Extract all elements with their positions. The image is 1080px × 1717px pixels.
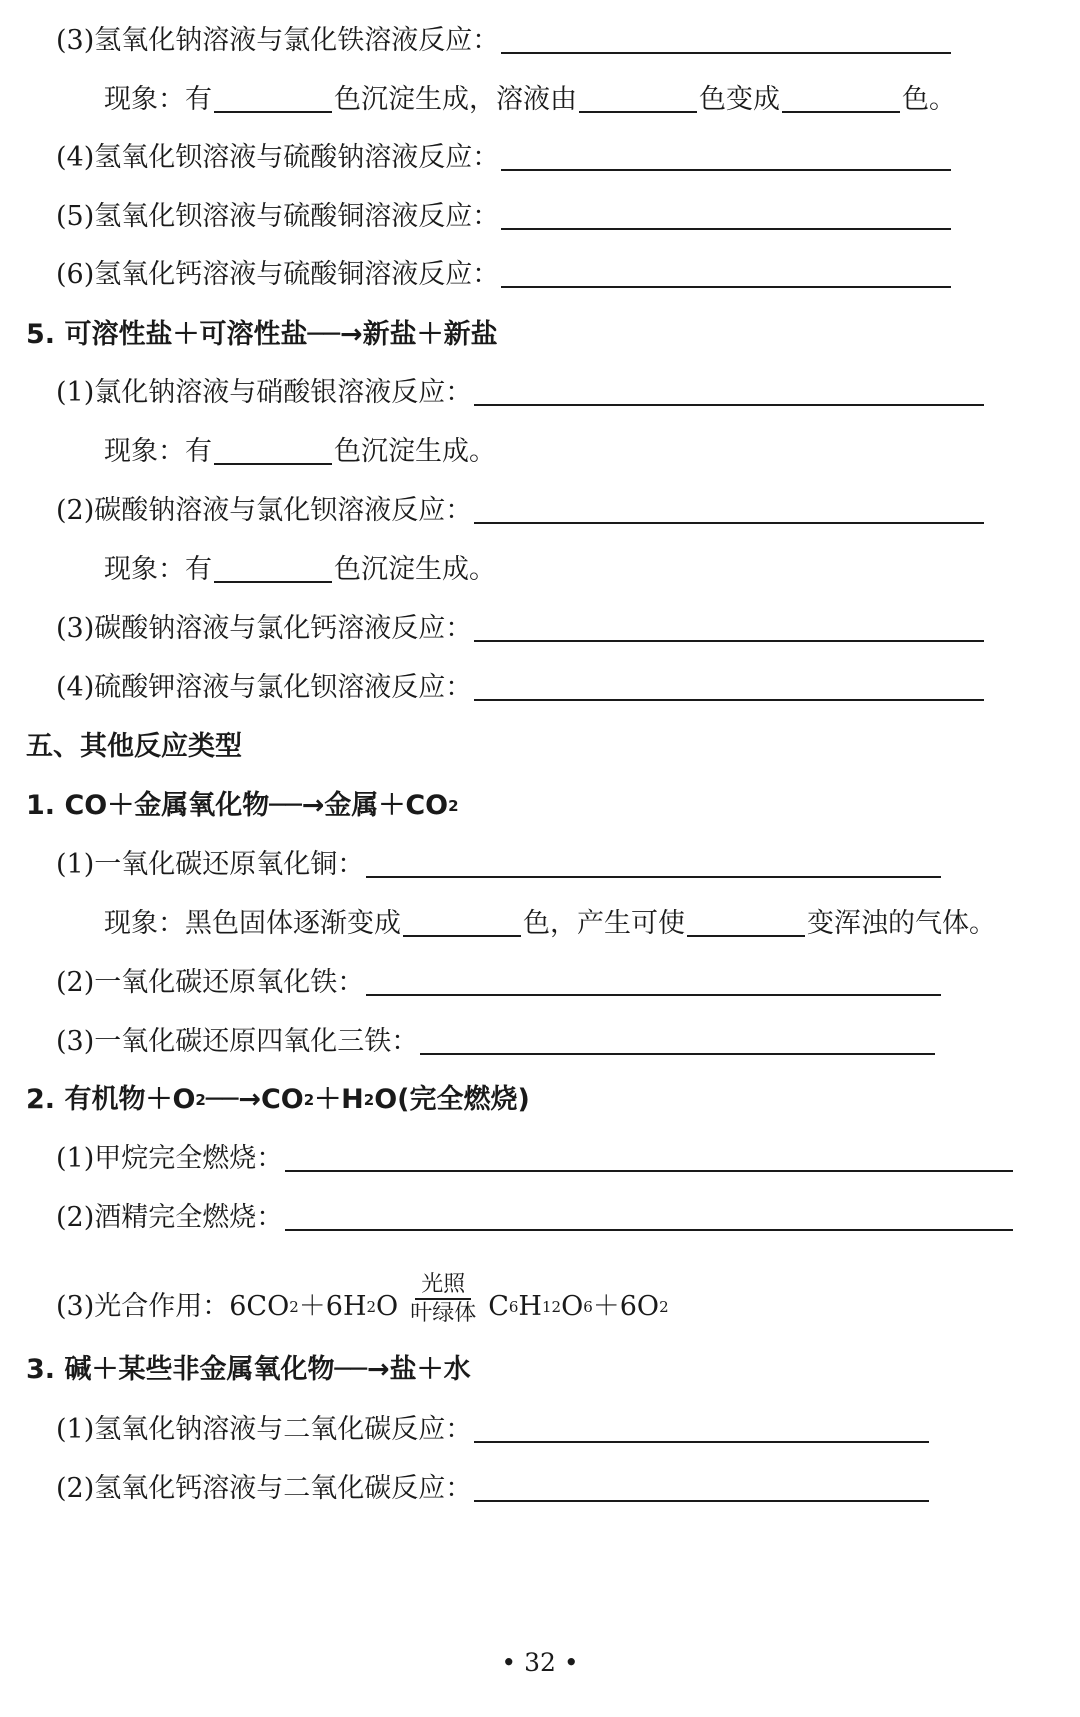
answer-blank[interactable] [474, 612, 984, 642]
section-heading: 5. 可溶性盐＋可溶性盐──→新盐＋新盐 [26, 319, 498, 350]
answer-blank[interactable] [782, 83, 900, 113]
observation-line: 现象：有 色沉淀生成。 [104, 436, 496, 467]
answer-blank[interactable] [501, 141, 951, 171]
answer-blank[interactable] [474, 1413, 929, 1443]
answer-blank[interactable] [420, 1025, 935, 1055]
section-heading: 3. 碱＋某些非金属氧化物──→盐＋水 [26, 1354, 471, 1385]
item-line: (3)一氧化碳还原四氧化三铁： [56, 1025, 937, 1059]
item-line: (3)碳酸钠溶液与氯化钙溶液反应： [56, 612, 986, 646]
answer-blank[interactable] [501, 258, 951, 288]
answer-blank[interactable] [285, 1142, 1013, 1172]
answer-blank[interactable] [214, 435, 332, 465]
answer-blank[interactable] [366, 966, 941, 996]
item-line: (4)硫酸钾溶液与氯化钡溶液反应： [56, 671, 986, 705]
answer-blank[interactable] [687, 907, 805, 937]
answer-blank[interactable] [501, 24, 951, 54]
item-line: (6)氢氧化钙溶液与硫酸铜溶液反应： [56, 258, 953, 292]
answer-blank[interactable] [474, 494, 984, 524]
item-line: (4)氢氧化钡溶液与硫酸钠溶液反应： [56, 141, 953, 175]
item-line: (5)氢氧化钡溶液与硫酸铜溶液反应： [56, 200, 953, 234]
page-number: • 32 • [501, 1648, 579, 1677]
observation-line: 现象：有 色沉淀生成。 [104, 554, 496, 585]
item-line: (1)甲烷完全燃烧： [56, 1142, 1015, 1176]
reaction-condition: $\frac{\text{光照}}{\text{叶绿体}}$ [410, 1272, 477, 1326]
answer-blank[interactable] [474, 1472, 929, 1502]
item-line: (2)酒精完全燃烧： [56, 1201, 1015, 1235]
item-line: (1)氯化钠溶液与硝酸银溶液反应： [56, 376, 986, 410]
item-line: (2)氢氧化钙溶液与二氧化碳反应： [56, 1472, 931, 1506]
answer-blank[interactable] [366, 848, 941, 878]
observation-line: 现象：有 色沉淀生成，溶液由 色变成 色。 [104, 84, 956, 115]
answer-blank[interactable] [285, 1201, 1013, 1231]
equation-line: (3)光合作用：6CO 2 ＋6H 2 O $\frac{\text{光照}}{\text{叶绿体}}$ C 6 H 12 O 6 ＋6O 2 [56, 1272, 669, 1326]
answer-blank[interactable] [403, 907, 521, 937]
answer-blank[interactable] [214, 553, 332, 583]
answer-blank[interactable] [579, 83, 697, 113]
section-heading: 2. 有机物＋O 2 ──→CO 2 ＋H 2 O(完全燃烧) [26, 1084, 530, 1115]
answer-blank[interactable] [501, 200, 951, 230]
item-line: (2)碳酸钠溶液与氯化钡溶液反应： [56, 494, 986, 528]
answer-blank[interactable] [474, 671, 984, 701]
observation-line: 现象：黑色固体逐渐变成 色，产生可使 变浑浊的气体。 [104, 908, 996, 939]
item-line: (2)一氧化碳还原氧化铁： [56, 966, 943, 1000]
answer-blank[interactable] [214, 83, 332, 113]
section-heading: 1. CO＋金属氧化物──→金属＋CO 2 [26, 790, 459, 821]
item-line: (1)一氧化碳还原氧化铜： [56, 848, 943, 882]
chapter-heading: 五、其他反应类型 [26, 731, 242, 762]
item-line: (1)氢氧化钠溶液与二氧化碳反应： [56, 1413, 931, 1447]
answer-blank[interactable] [474, 376, 984, 406]
item-line: (3)氢氧化钠溶液与氯化铁溶液反应： [56, 24, 953, 58]
